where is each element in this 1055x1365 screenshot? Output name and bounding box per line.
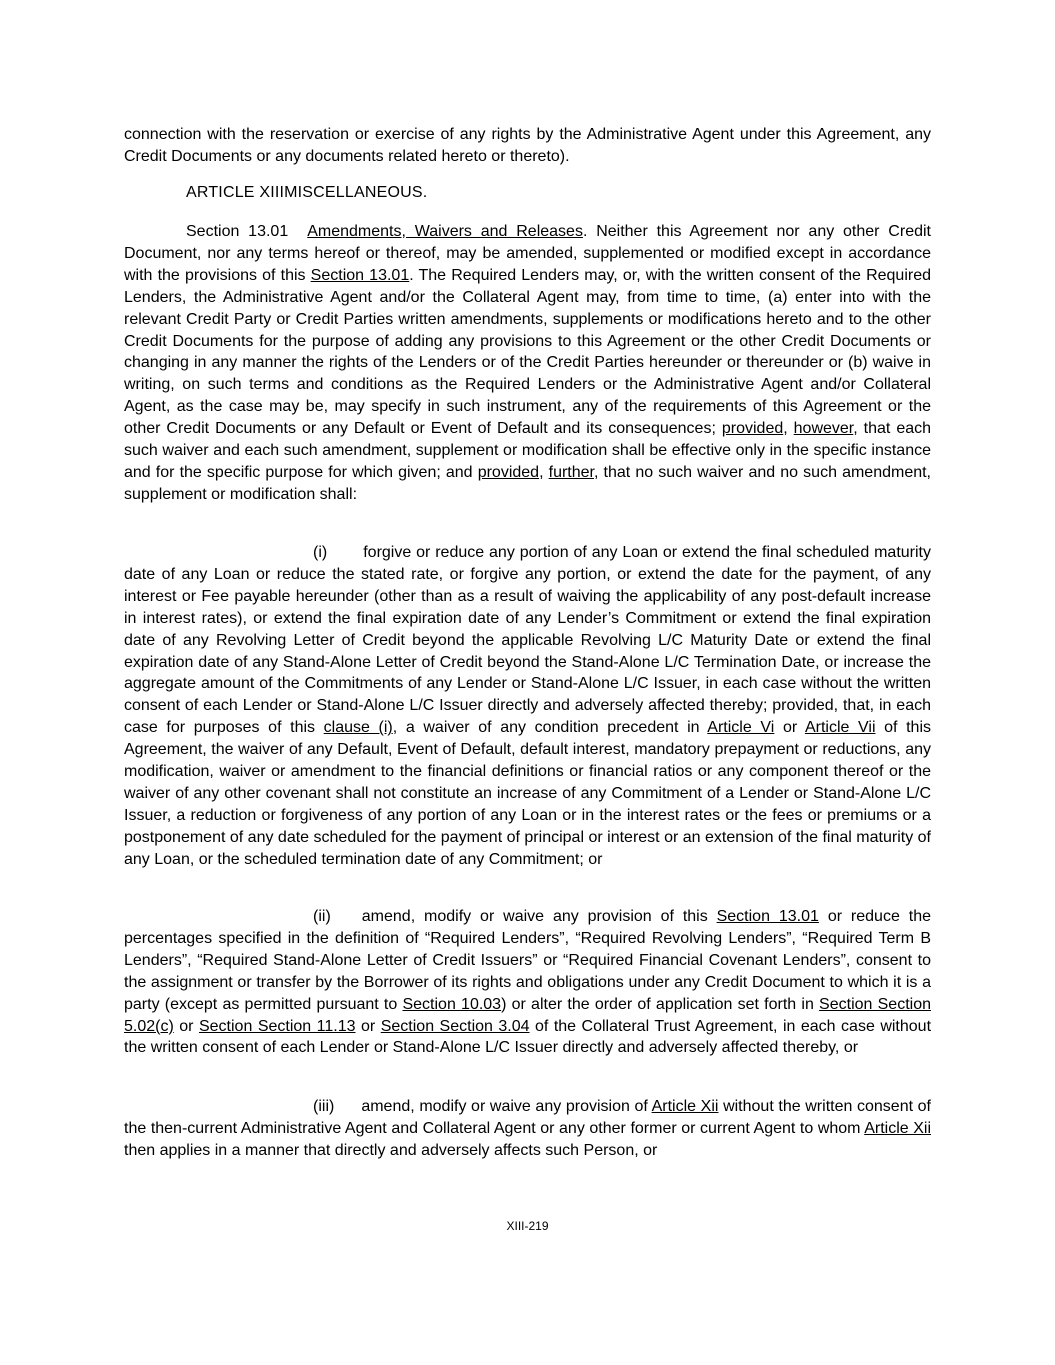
item-iii-number: (iii) xyxy=(313,1098,335,1115)
section-text-3: , that each such waiver and each such amendment, supplement or modification shall be effective only in the specific instance and for the specific purpose for which given; and xyxy=(124,420,932,481)
continuation-text: connection with the reservation or exercise of any rights by the Administrative Agent under this Agreement, any Credit Documents or any documents related hereto or thereto). xyxy=(124,126,931,165)
item-i-number: (i) xyxy=(313,544,328,561)
item-i-text-3: or xyxy=(774,719,805,737)
continuation-paragraph xyxy=(124,124,931,168)
section-ref-13-01[interactable]: Section 13.01 xyxy=(310,266,410,284)
article-xii-ref-1[interactable]: Article Xii xyxy=(651,1098,719,1115)
section-13-01-ref[interactable]: Section 13.01 xyxy=(716,908,819,925)
item-i-text-2: , a waiver of any condition precedent in xyxy=(392,719,708,737)
however-term: however xyxy=(793,420,854,438)
section-text-2: . The Required Lenders may, or, with the written consent of the Required Lenders, the Administrative Agent and/or the Collateral Agent may, from time to time, (a) enter into with the relevant Credit Party or Credit Parties written amendments, supplements or modifications hereto and to the other Credit Documents for the purpose of adding any provisions to this Agreement or the other Credit Documents or changing in any manner the rights of the Lenders or of the Credit Parties hereunder or thereunder or (b) waive in writing, on such terms and conditions as the Required Lenders or the Administrative Agent and/or Collateral Agent, as the case may be, may specify in such instrument, any of the requirements of this Agreement or the other Credit Documents or any Default or Event of Default and its consequences; xyxy=(124,266,931,438)
article-vii-ref[interactable]: Article Vii xyxy=(804,719,876,737)
item-ii-text-6: of the Collateral Trust Agreement, in each case without the written consent of each Lender or Stand-Alone L/C Issuer directly and adversely affected thereby, or xyxy=(124,1017,932,1057)
item-ii-text-2: or reduce the percentages specified in the definition of “Required Lenders”, “Required Revolving Lenders”, “Required Term B Lenders”, “Required Stand-Alone Letter of Credit Issuers” or “Required Financial Covenant Lenders”, consent to the assignment or transfer by the Borrower of its rights and obligations under any Credit Document to which it is a party (except as permitted pursuant to xyxy=(124,908,931,1013)
section-10-03-ref[interactable]: Section 10.03 xyxy=(402,995,502,1013)
item-i-paragraph xyxy=(124,542,931,871)
section-text-1: . Neither this Agreement nor any other Credit Document, nor any terms hereof or thereof, may be amended, supplemented or modified except in accordance with the provisions of this xyxy=(124,223,931,284)
item-iii-text-1: amend, modify or waive any provision of xyxy=(361,1098,652,1115)
item-ii-paragraph xyxy=(124,906,931,1059)
section-5-02c-ref[interactable]: Section Section 5.02(c) xyxy=(124,995,931,1035)
item-i-text-4: of this Agreement, the waiver of any Default, Event of Default, default interest, mandatory prepayment or reductions, any modification, waiver or amendment to the financial definitions or financial ratios or any component thereof or the waiver of any other covenant shall not constitute an increase of any Commitment of a Lender or Stand-Alone L/C Issuer, a reduction or forgiveness of any portion of any Loan or in the interest rates or the fees or premiums or a postponement of any date scheduled for the payment of principal or interest or an extension of the final maturity of any Loan, or the scheduled termination date of any Commitment; or xyxy=(124,719,932,868)
provided-term-2: provided xyxy=(477,463,540,481)
item-i-text xyxy=(124,542,931,871)
item-ii-text-5: or xyxy=(355,1017,381,1035)
item-iii-text xyxy=(124,1096,931,1162)
item-iii-text-3: then applies in a manner that directly and adversely affects such Person, or xyxy=(124,1141,658,1159)
item-i-text-1: forgive or reduce any portion of any Loan or extend the final scheduled maturity date of any Loan or reduce the stated rate, or forgive any portion, or extend the date for the payment, of any interest or Fee payable hereunder (other than as a result of waiving the applicability of any post-default increase in interest rates), or extend the final expiration date of any Lender’s Commitment or extend the final expiration date of any Revolving Letter of Credit beyond the applicable Revolving L/C Maturity Date or extend the final expiration date of any Stand-Alone Letter of Credit beyond the Stand-Alone L/C Termination Date, or increase the aggregate amount of the Commitments of any Lender or Stand-Alone L/C Issuer, in each case without the written consent of each Lender or Stand-Alone L/C Issuer directly and adversely affected thereby; provided, that, in each case for purposes of this xyxy=(124,544,931,737)
item-iii-text-2: without the written consent of the then-current Administrative Agent and Collateral Agent or any other former or current Agent to whom xyxy=(124,1098,932,1137)
section-11-13-ref[interactable]: Section Section 11.13 xyxy=(198,1017,356,1035)
section-title: Amendments, Waivers and Releases xyxy=(307,223,583,240)
item-iii-paragraph xyxy=(124,1096,931,1162)
item-ii-text xyxy=(124,906,931,1059)
section-text-4: , that no such waiver and no such amendment, supplement or modification shall: xyxy=(124,463,932,503)
further-term: further xyxy=(548,463,594,481)
clause-i-ref[interactable]: clause (i) xyxy=(323,719,393,737)
page-number: XIII-219 xyxy=(506,1219,549,1233)
section-13-01-text xyxy=(124,221,931,506)
item-ii-number: (ii) xyxy=(313,908,331,925)
article-vi-ref[interactable]: Article Vi xyxy=(707,719,775,737)
section-comma-2: , xyxy=(539,463,549,481)
section-label: Section 13.01 xyxy=(186,223,289,240)
article-heading: ARTICLE XIIIMISCELLANEOUS. xyxy=(186,184,428,201)
section-comma-1: , xyxy=(783,420,794,438)
item-ii-text-3: ) or alter the order of application set forth in xyxy=(501,995,820,1013)
provided-term-1: provided xyxy=(721,420,784,438)
item-ii-text-4: or xyxy=(173,1017,199,1035)
item-ii-text-1: amend, modify or waive any provision of this xyxy=(361,908,717,925)
section-3-04-ref[interactable]: Section Section 3.04 xyxy=(380,1017,530,1035)
article-xii-ref-2[interactable]: Article Xii xyxy=(864,1119,931,1137)
section-13-01-paragraph xyxy=(124,221,931,506)
